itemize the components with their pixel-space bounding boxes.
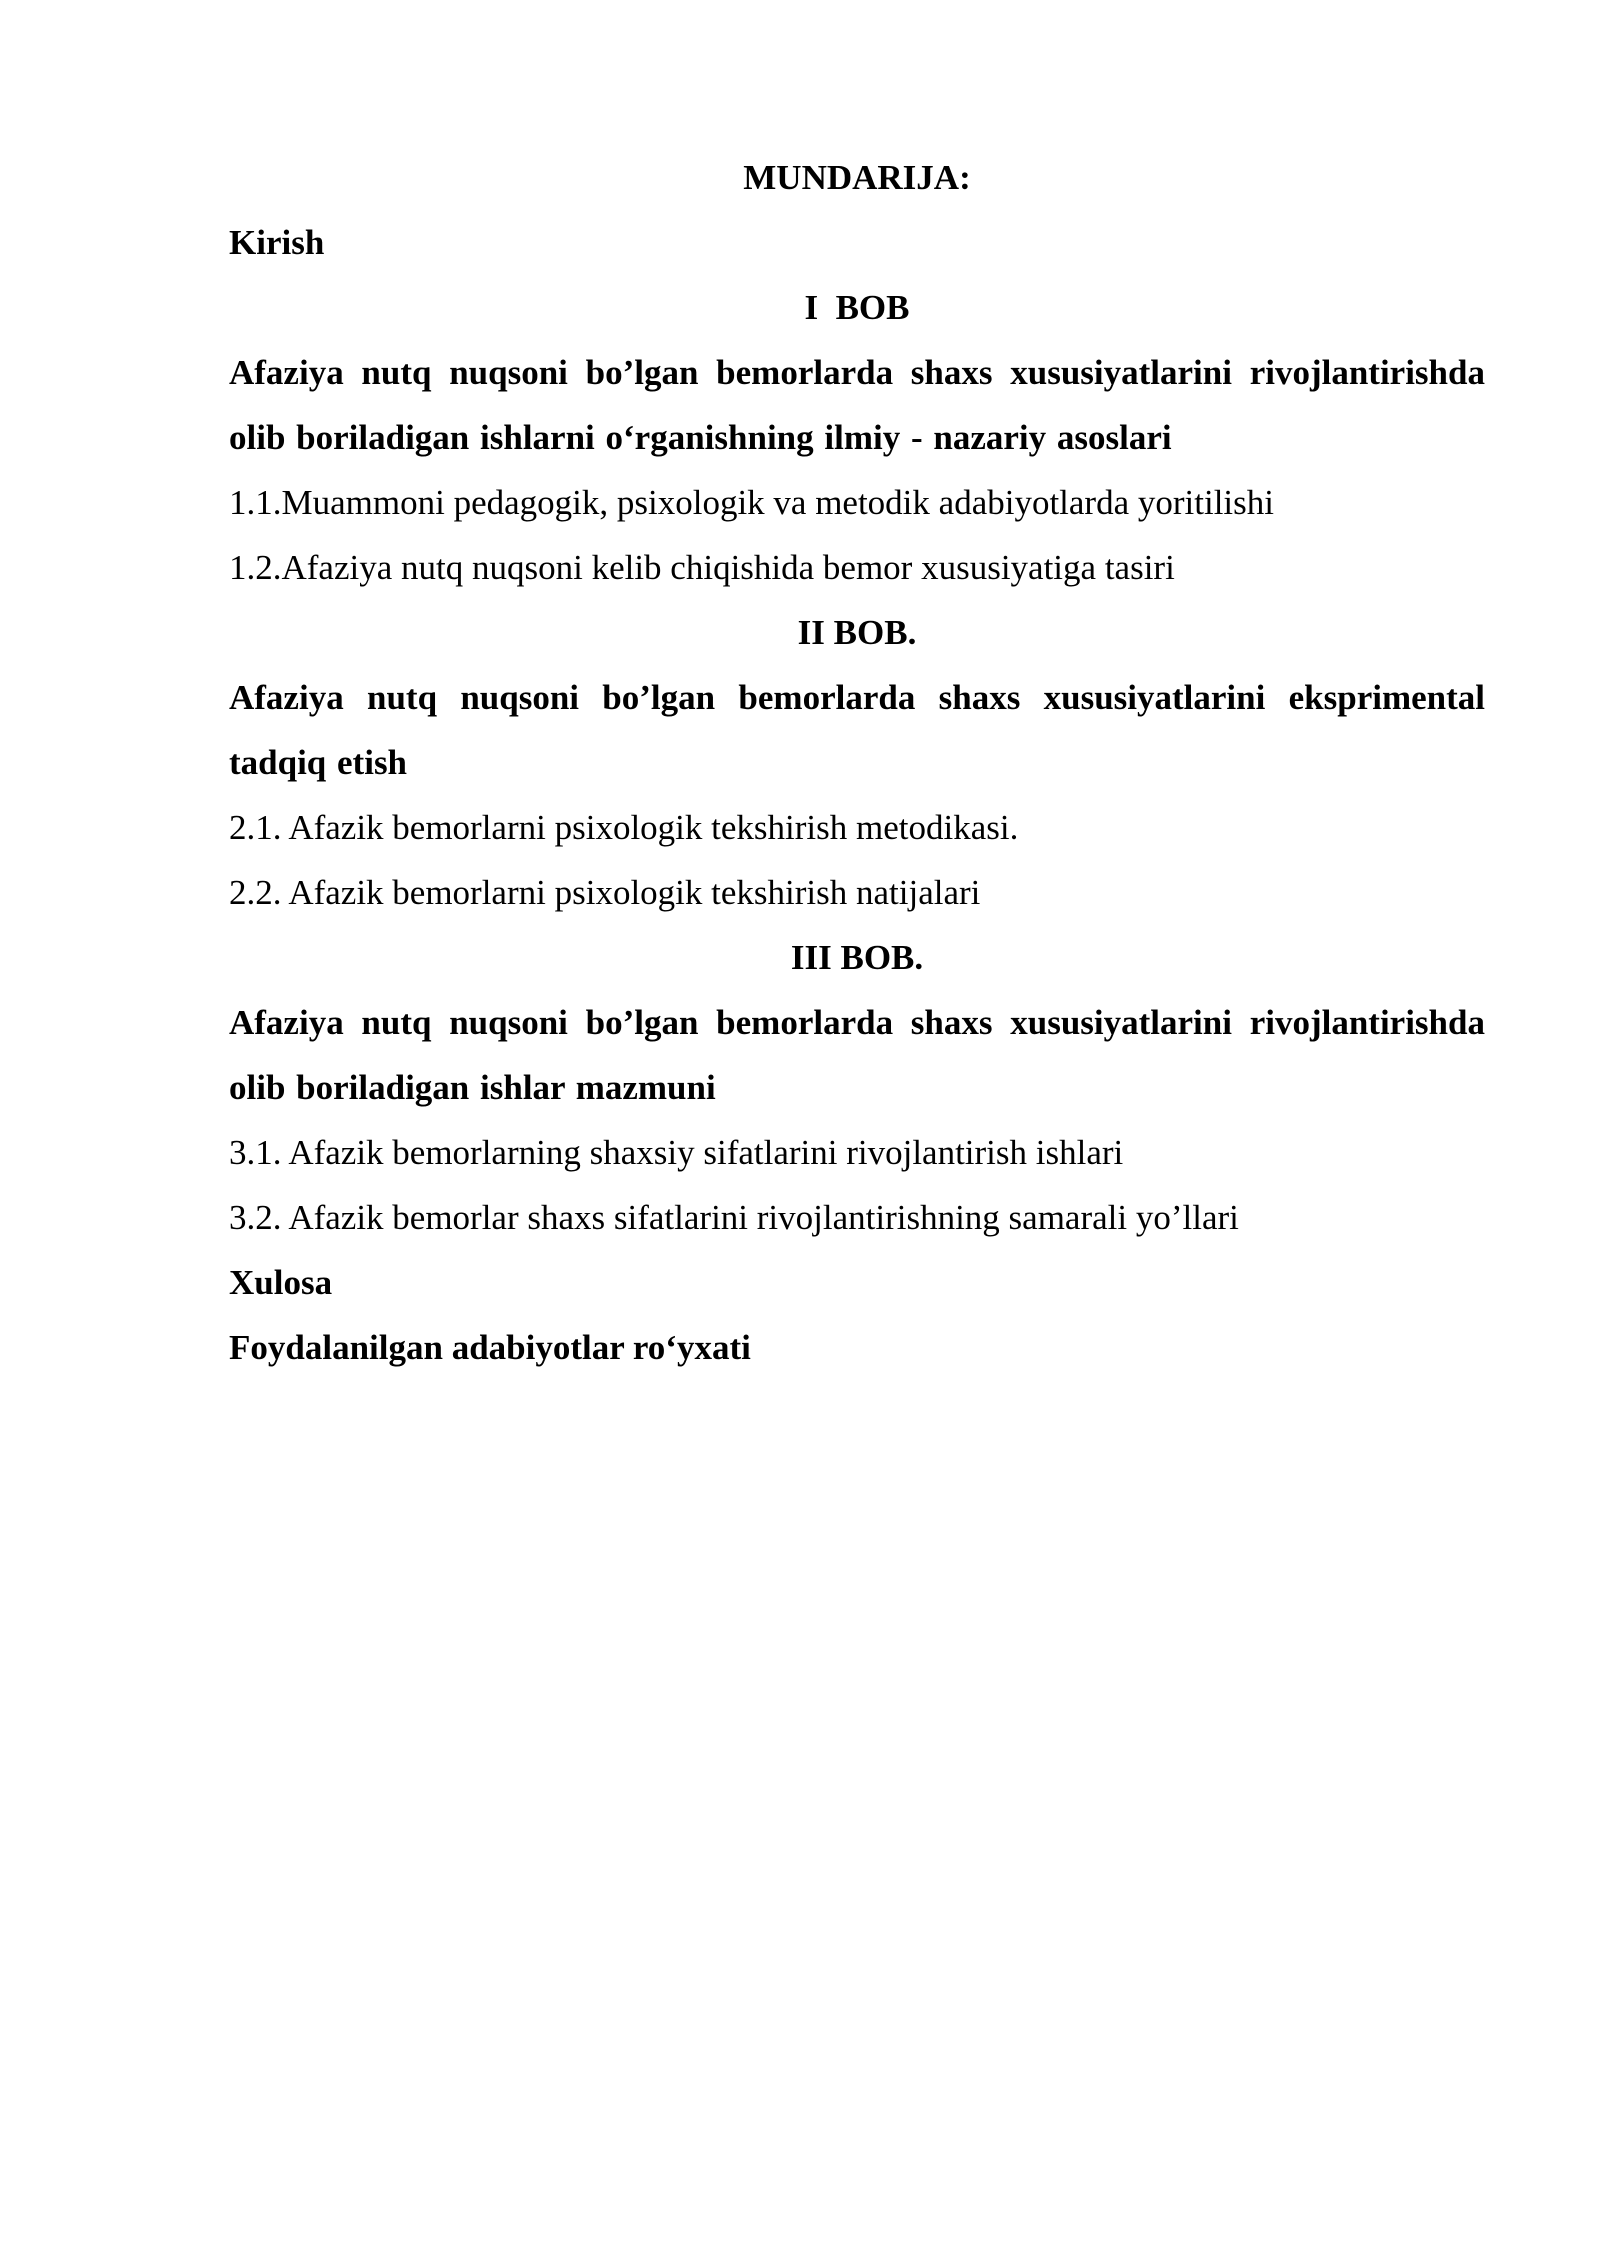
toc-entry-2-2: 2.2. Afazik bemorlarni psixologik tekshirish natijalari	[229, 873, 981, 912]
page-title: MUNDARIJA:	[743, 158, 971, 197]
chapter-3-label: III BOB.	[790, 938, 924, 977]
chapter-1-label: I BOB	[804, 288, 910, 327]
toc-entry-1-1: 1.1.Muammoni pedagogik, psixologik va metodik adabiyotlarda yoritilishi	[229, 483, 1274, 522]
toc-entry-3-2: 3.2. Afazik bemorlar shaxs sifatlarini rivojlantirishning samarali yo’llari	[229, 1198, 1239, 1237]
chapter-2-label: II BOB.	[797, 613, 917, 652]
chapter-3-heading: Afaziya nutq nuqsoni bo’lgan bemorlarda shaxs xususiyatlarini rivojlantirishda olib boriladigan ishlar mazmuni	[229, 1003, 1485, 1107]
chapter-2-heading: Afaziya nutq nuqsoni bo’lgan bemorlarda shaxs xususiyatlarini eksprimental tadqiq etish	[229, 678, 1485, 782]
toc-entry-conclusion: Xulosa	[229, 1263, 333, 1302]
table-of-contents	[229, 145, 1485, 1380]
chapter-1-heading: Afaziya nutq nuqsoni bo’lgan bemorlarda shaxs xususiyatlarini rivojlantirishda olib boriladigan ishlarni o‘rganishning ilmiy - nazariy asoslari	[229, 353, 1485, 457]
toc-entry-1-2: 1.2.Afaziya nutq nuqsoni kelib chiqishida bemor xususiyatiga tasiri	[229, 548, 1175, 587]
toc-entry-references: Foydalanilgan adabiyotlar ro‘yxati	[229, 1328, 751, 1367]
toc-entry-3-1: 3.1. Afazik bemorlarning shaxsiy sifatlarini rivojlantirish ishlari	[229, 1133, 1124, 1172]
toc-entry-2-1: 2.1. Afazik bemorlarni psixologik tekshirish metodikasi.	[229, 808, 1019, 847]
toc-entry-introduction: Kirish	[229, 223, 325, 262]
